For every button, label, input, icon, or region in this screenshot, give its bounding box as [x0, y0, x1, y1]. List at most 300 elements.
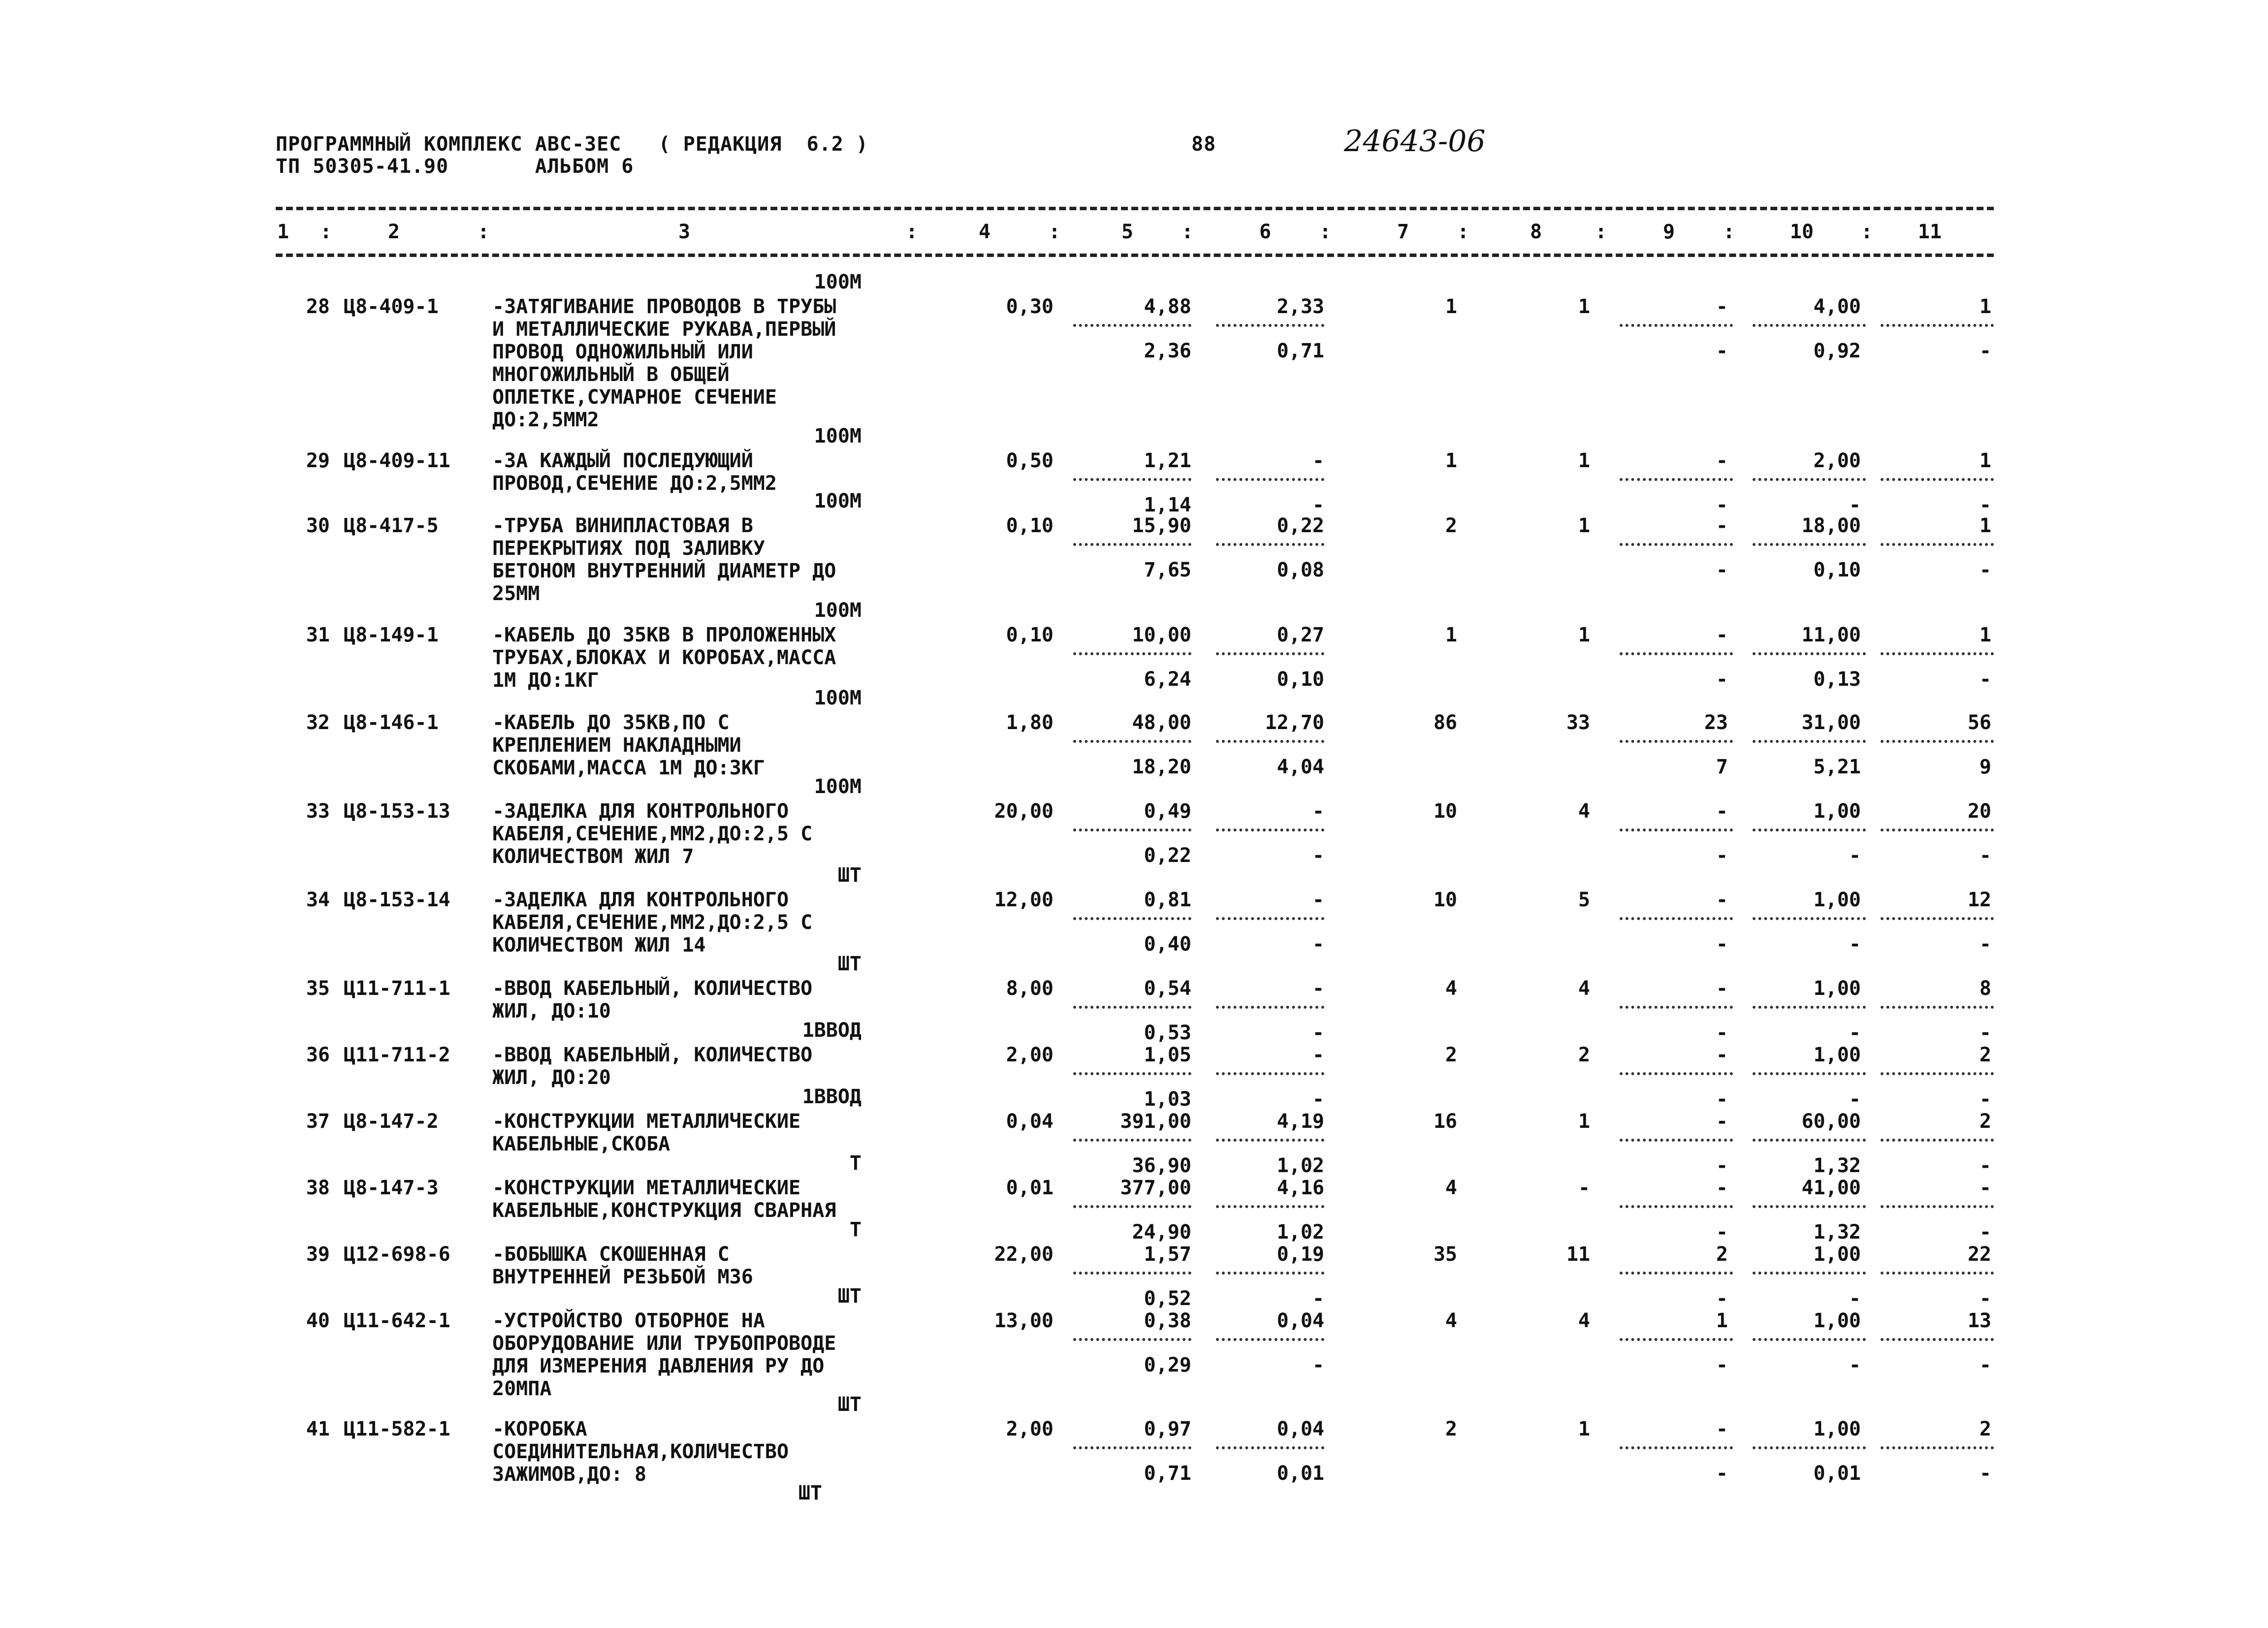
value-c10-secondary: 0,10 — [1813, 559, 1861, 581]
value-c5-secondary: 0,53 — [1144, 1021, 1191, 1044]
value-c9: 23 — [1704, 711, 1728, 734]
value-c4: 2,00 — [1006, 1044, 1054, 1066]
value-c5: 15,90 — [1132, 514, 1191, 537]
value-c7: 4 — [1445, 977, 1457, 1000]
divider-line — [1073, 1006, 1191, 1009]
divider-line — [1073, 543, 1191, 546]
column-header-5: 5 — [1121, 221, 1134, 243]
divider-line — [1216, 1072, 1324, 1075]
divider-line — [1620, 324, 1733, 327]
description-line: КОЛИЧЕСТВОМ ЖИЛ 14 — [492, 934, 706, 957]
value-c4: 0,10 — [1006, 514, 1054, 537]
value-c4: 22,00 — [994, 1243, 1054, 1266]
description-line: СКОБАМИ,МАССА 1М ДО:3КГ — [492, 757, 765, 779]
value-c7: 86 — [1433, 711, 1457, 734]
value-c5: 10,00 — [1132, 624, 1191, 646]
divider-line — [1753, 1446, 1866, 1449]
rate-code: Ц8-149-1 — [344, 624, 439, 646]
value-c6: - — [1312, 977, 1324, 1000]
value-c11: 2 — [1979, 1418, 1991, 1440]
unit-label: 100М — [814, 271, 862, 293]
value-c6-secondary: - — [1312, 1287, 1324, 1310]
row-number: 32 — [306, 711, 330, 734]
description-line: КАБЕЛЯ,СЕЧЕНИЕ,ММ2,ДО:2,5 С — [492, 823, 813, 845]
value-c8: 4 — [1578, 977, 1590, 1000]
divider-line — [1753, 740, 1866, 743]
divider-line — [1881, 829, 1994, 831]
divider-line — [1216, 478, 1324, 481]
value-c11: 8 — [1979, 977, 1991, 1000]
column-separator: : — [906, 221, 918, 243]
value-c5: 48,00 — [1132, 711, 1191, 734]
column-separator: : — [1595, 221, 1607, 243]
divider-line — [1753, 1139, 1866, 1142]
unit-label: ШТ — [837, 864, 862, 887]
unit-label: ШТ — [837, 1393, 862, 1416]
value-c6: 0,19 — [1277, 1243, 1324, 1266]
value-c4: 13,00 — [994, 1309, 1054, 1332]
value-c5: 1,05 — [1144, 1044, 1191, 1066]
value-c10-secondary: - — [1849, 1287, 1861, 1310]
description-line: 20МПА — [492, 1377, 552, 1400]
value-c10: 1,00 — [1813, 1243, 1861, 1266]
value-c6: 4,16 — [1277, 1177, 1324, 1199]
rate-code: Ц11-582-1 — [344, 1418, 450, 1440]
divider-line — [1620, 478, 1733, 481]
value-c7: 16 — [1433, 1110, 1457, 1133]
value-c5: 0,97 — [1144, 1418, 1191, 1440]
value-c6-secondary: 4,04 — [1277, 756, 1324, 778]
value-c5: 391,00 — [1120, 1110, 1191, 1133]
page-number: 88 — [1191, 133, 1216, 156]
column-separator: : — [478, 221, 490, 243]
value-c4: 2,00 — [1006, 1418, 1054, 1440]
value-c11-secondary: - — [1979, 1354, 1991, 1376]
row-number: 34 — [306, 889, 330, 911]
value-c11-secondary: - — [1979, 494, 1991, 516]
value-c5-secondary: 24,90 — [1132, 1221, 1191, 1244]
description-line: ПРОВОД,СЕЧЕНИЕ ДО:2,5ММ2 — [492, 472, 777, 495]
value-c5-secondary: 18,20 — [1132, 756, 1191, 778]
description-line: ТРУБАХ,БЛОКАХ И КОРОБАХ,МАССА — [492, 646, 836, 669]
value-c11: 20 — [1967, 800, 1991, 823]
unit-label: ШТ — [798, 1482, 822, 1504]
value-c6: 0,27 — [1277, 624, 1324, 646]
description-line: КАБЕЛЬНЫЕ,СКОБА — [492, 1133, 671, 1155]
divider-line — [1753, 829, 1866, 831]
value-c5-secondary: 0,22 — [1144, 844, 1191, 867]
unit-label: Т — [849, 1152, 862, 1175]
column-header-8: 8 — [1530, 221, 1542, 243]
unit-label: ШТ — [837, 953, 862, 975]
value-c11: 12 — [1967, 889, 1991, 911]
value-c8: - — [1578, 1177, 1590, 1199]
value-c9-secondary: - — [1716, 340, 1728, 362]
value-c8: 1 — [1578, 514, 1590, 537]
divider-line — [1073, 829, 1191, 831]
value-c9: - — [1716, 889, 1728, 911]
value-c8: 11 — [1566, 1243, 1590, 1266]
value-c8: 1 — [1578, 1418, 1590, 1440]
divider-line — [1073, 740, 1191, 743]
column-header-1: 1 — [277, 221, 289, 243]
value-c6-secondary: 0,01 — [1277, 1462, 1324, 1485]
divider-line — [1216, 1139, 1324, 1142]
description-line: -ТРУБА ВИНИПЛАСТОВАЯ В — [492, 514, 753, 537]
description-line: КАБЕЛЯ,СЕЧЕНИЕ,ММ2,ДО:2,5 С — [492, 911, 813, 934]
divider-line — [1620, 652, 1733, 655]
value-c4: 0,01 — [1006, 1177, 1054, 1199]
column-separator: : — [1049, 221, 1061, 243]
value-c5: 377,00 — [1120, 1177, 1191, 1199]
value-c8: 4 — [1578, 1309, 1590, 1332]
divider-line — [1881, 917, 1994, 920]
divider-line — [1216, 1272, 1324, 1275]
divider-line — [1753, 917, 1866, 920]
description-line: -ВВОД КАБЕЛЬНЫЙ, КОЛИЧЕСТВО — [492, 1044, 813, 1066]
value-c9: 1 — [1716, 1309, 1728, 1332]
divider-line — [1073, 1272, 1191, 1275]
value-c11: 56 — [1967, 711, 1991, 734]
divider-line — [1073, 1338, 1191, 1341]
value-c5: 1,57 — [1144, 1243, 1191, 1266]
divider-line — [1620, 1338, 1733, 1341]
description-line: СОЕДИНИТЕЛЬНАЯ,КОЛИЧЕСТВО — [492, 1440, 789, 1463]
rate-code: Ц8-147-3 — [344, 1177, 439, 1199]
description-line: ДО:2,5ММ2 — [492, 409, 599, 431]
unit-label: Т — [849, 1218, 862, 1241]
value-c10-secondary: 1,32 — [1813, 1154, 1861, 1177]
description-line: ЖИЛ, ДО:10 — [492, 1000, 611, 1022]
description-line: ПРОВОД ОДНОЖИЛЬНЫЙ ИЛИ — [492, 341, 753, 363]
divider-line — [1881, 1006, 1994, 1009]
value-c5: 0,81 — [1144, 889, 1191, 911]
value-c11: 2 — [1979, 1110, 1991, 1133]
value-c6: 0,22 — [1277, 514, 1324, 537]
value-c9: - — [1716, 295, 1728, 318]
value-c9-secondary: - — [1716, 1221, 1728, 1244]
description-line: ОПЛЕТКЕ,СУМАРНОЕ СЕЧЕНИЕ — [492, 386, 777, 409]
description-line: ОБОРУДОВАНИЕ ИЛИ ТРУБОПРОВОДЕ — [492, 1332, 836, 1355]
divider-line — [1620, 1205, 1733, 1208]
description-line: МНОГОЖИЛЬНЫЙ В ОБЩЕЙ — [492, 363, 730, 386]
value-c9: - — [1716, 1418, 1728, 1440]
column-separator: : — [1319, 221, 1332, 243]
row-number: 40 — [306, 1309, 330, 1332]
value-c10: 41,00 — [1801, 1177, 1861, 1199]
column-separator: : — [1861, 221, 1873, 243]
row-number: 35 — [306, 977, 330, 1000]
value-c9: - — [1716, 1177, 1728, 1199]
divider-line — [1620, 740, 1733, 743]
row-number: 41 — [306, 1418, 330, 1440]
value-c11-secondary: - — [1979, 1154, 1991, 1177]
value-c9-secondary: - — [1716, 1354, 1728, 1376]
value-c5: 0,38 — [1144, 1309, 1191, 1332]
column-separator: : — [1723, 221, 1735, 243]
value-c10: 11,00 — [1801, 624, 1861, 646]
divider-line — [1216, 829, 1324, 831]
value-c7: 1 — [1445, 295, 1457, 318]
value-c10: 1,00 — [1813, 977, 1861, 1000]
description-line: КАБЕЛЬНЫЕ,КОНСТРУКЦИЯ СВАРНАЯ — [492, 1199, 836, 1222]
value-c9: - — [1716, 449, 1728, 472]
divider-line — [1753, 1006, 1866, 1009]
description-line: 1М ДО:1КГ — [492, 669, 599, 692]
value-c6-secondary: 1,02 — [1277, 1221, 1324, 1244]
value-c11: 1 — [1979, 295, 1991, 318]
unit-label: ШТ — [837, 1285, 862, 1308]
handwritten-number: 24643-06 — [1344, 124, 1486, 159]
divider-line — [1620, 829, 1733, 831]
row-number: 29 — [306, 449, 330, 472]
value-c9-secondary: - — [1716, 1154, 1728, 1177]
value-c11: 1 — [1979, 514, 1991, 537]
divider-line — [1216, 1006, 1324, 1009]
row-number: 38 — [306, 1177, 330, 1199]
album-title: ТП 50305-41.90 АЛЬБОМ 6 — [276, 155, 634, 178]
value-c10: 1,00 — [1813, 1309, 1861, 1332]
value-c11: 2 — [1979, 1044, 1991, 1066]
unit-label: 1ВВОД — [802, 1019, 862, 1042]
value-c10-secondary: - — [1849, 1354, 1861, 1376]
value-c8: 1 — [1578, 295, 1590, 318]
row-number: 33 — [306, 800, 330, 823]
divider-line — [1881, 1272, 1994, 1275]
value-c10-secondary: 0,92 — [1813, 340, 1861, 362]
value-c5-secondary: 1,14 — [1144, 494, 1191, 516]
row-number: 36 — [306, 1044, 330, 1066]
value-c8: 4 — [1578, 800, 1590, 823]
value-c5-secondary: 0,29 — [1144, 1354, 1191, 1376]
divider-line — [1881, 1446, 1994, 1449]
unit-label: 100М — [814, 687, 862, 709]
column-header-2: 2 — [387, 221, 400, 243]
divider-line — [1073, 1139, 1191, 1142]
divider-line — [1881, 478, 1994, 481]
value-c9-secondary: - — [1716, 1088, 1728, 1111]
divider-line — [1620, 1272, 1733, 1275]
value-c7: 4 — [1445, 1177, 1457, 1199]
value-c10: 1,00 — [1813, 1044, 1861, 1066]
value-c11-secondary: - — [1979, 1021, 1991, 1044]
value-c9-secondary: - — [1716, 559, 1728, 581]
value-c6-secondary: 1,02 — [1277, 1154, 1324, 1177]
description-line: -КОРОБКА — [492, 1418, 587, 1440]
rate-code: Ц11-711-2 — [344, 1044, 450, 1066]
value-c6: 12,70 — [1265, 711, 1324, 734]
column-header-11: 11 — [1917, 221, 1942, 243]
value-c7: 1 — [1445, 624, 1457, 646]
value-c11-secondary: - — [1979, 340, 1991, 362]
divider-line — [1073, 917, 1191, 920]
value-c9: - — [1716, 977, 1728, 1000]
divider-line — [1073, 1205, 1191, 1208]
divider-line — [1753, 1205, 1866, 1208]
divider-line — [1073, 478, 1191, 481]
value-c7: 10 — [1433, 800, 1457, 823]
description-line: -ЗАТЯГИВАНИЕ ПРОВОДОВ В ТРУБЫ — [492, 295, 836, 318]
value-c6: 4,19 — [1277, 1110, 1324, 1133]
value-c6-secondary: - — [1312, 1021, 1324, 1044]
value-c5-secondary: 1,03 — [1144, 1088, 1191, 1111]
divider-line — [1620, 1446, 1733, 1449]
divider-line — [1881, 1072, 1994, 1075]
divider-line — [1881, 652, 1994, 655]
column-separator: : — [320, 221, 332, 243]
description-line: -ЗАДЕЛКА ДЛЯ КОНТРОЛЬНОГО — [492, 800, 789, 823]
value-c7: 2 — [1445, 1418, 1457, 1440]
divider-line — [1753, 478, 1866, 481]
row-number: 37 — [306, 1110, 330, 1133]
column-header-3: 3 — [678, 221, 691, 243]
description-line: -ЗАДЕЛКА ДЛЯ КОНТРОЛЬНОГО — [492, 889, 789, 911]
divider-line — [1216, 917, 1324, 920]
value-c10: 4,00 — [1813, 295, 1861, 318]
value-c4: 0,04 — [1006, 1110, 1054, 1133]
unit-label: 100М — [814, 490, 862, 512]
value-c9-secondary: - — [1716, 668, 1728, 691]
divider-line — [1073, 1072, 1191, 1075]
divider-line — [1216, 740, 1324, 743]
value-c6-secondary: - — [1312, 844, 1324, 867]
divider-line — [1753, 1072, 1866, 1075]
rate-code: Ц8-146-1 — [344, 711, 439, 734]
value-c9-secondary: 7 — [1716, 756, 1728, 778]
unit-label: 100М — [814, 599, 862, 622]
value-c9-secondary: - — [1716, 1462, 1728, 1485]
divider-line — [1216, 543, 1324, 546]
value-c6: - — [1312, 889, 1324, 911]
value-c10-secondary: 0,13 — [1813, 668, 1861, 691]
value-c5-secondary: 0,52 — [1144, 1287, 1191, 1310]
value-c6-secondary: 0,71 — [1277, 340, 1324, 362]
row-number: 39 — [306, 1243, 330, 1266]
value-c5-secondary: 0,71 — [1144, 1462, 1191, 1485]
value-c9-secondary: - — [1716, 1021, 1728, 1044]
value-c11-secondary: - — [1979, 1462, 1991, 1485]
value-c5-secondary: 7,65 — [1144, 559, 1191, 581]
divider-line — [1881, 1139, 1994, 1142]
value-c10: 1,00 — [1813, 889, 1861, 911]
value-c9: - — [1716, 1044, 1728, 1066]
row-number: 30 — [306, 514, 330, 537]
value-c6-secondary: - — [1312, 933, 1324, 956]
description-line: -БОБЫШКА СКОШЕННАЯ С — [492, 1243, 730, 1266]
divider-line — [1881, 740, 1994, 743]
divider-line — [1881, 324, 1994, 327]
divider-line — [1620, 543, 1733, 546]
description-line: 25ММ — [492, 582, 540, 605]
column-header-4: 4 — [978, 221, 991, 243]
value-c11-secondary: 9 — [1979, 756, 1991, 778]
divider-line — [1216, 652, 1324, 655]
divider-line — [1753, 1338, 1866, 1341]
value-c11-secondary: - — [1979, 844, 1991, 867]
value-c11: 13 — [1967, 1309, 1991, 1332]
column-header-10: 10 — [1789, 221, 1814, 243]
value-c7: 2 — [1445, 1044, 1457, 1066]
divider-line — [1073, 1446, 1191, 1449]
value-c7: 4 — [1445, 1309, 1457, 1332]
divider-line — [1073, 324, 1191, 327]
value-c10-secondary: - — [1849, 1088, 1861, 1111]
value-c5: 0,49 — [1144, 800, 1191, 823]
value-c11-secondary: - — [1979, 1088, 1991, 1111]
description-line: КРЕПЛЕНИЕМ НАКЛАДНЫМИ — [492, 734, 741, 757]
column-header-7: 7 — [1397, 221, 1409, 243]
rate-code: Ц12-698-6 — [344, 1243, 450, 1266]
divider-line — [1216, 1205, 1324, 1208]
value-c8: 1 — [1578, 449, 1590, 472]
description-line: -ЗА КАЖДЫЙ ПОСЛЕДУЮЩИЙ — [492, 449, 753, 472]
value-c10-secondary: - — [1849, 494, 1861, 516]
value-c9: - — [1716, 514, 1728, 537]
value-c6-secondary: - — [1312, 494, 1324, 516]
description-line: ВНУТРЕННЕЙ РЕЗЬБОЙ М36 — [492, 1266, 753, 1288]
rate-code: Ц8-147-2 — [344, 1110, 439, 1133]
description-line: ЖИЛ, ДО:20 — [492, 1066, 611, 1089]
row-number: 28 — [306, 295, 330, 318]
value-c9: - — [1716, 800, 1728, 823]
divider-line — [1620, 917, 1733, 920]
value-c7: 10 — [1433, 889, 1457, 911]
value-c10-secondary: - — [1849, 1021, 1861, 1044]
value-c6: 2,33 — [1277, 295, 1324, 318]
value-c5-secondary: 2,36 — [1144, 340, 1191, 362]
description-line: -КАБЕЛЬ ДО 35КВ,ПО С — [492, 711, 730, 734]
value-c5: 4,88 — [1144, 295, 1191, 318]
value-c6: - — [1312, 800, 1324, 823]
value-c5: 1,21 — [1144, 449, 1191, 472]
value-c10-secondary: 1,32 — [1813, 1221, 1861, 1244]
value-c10-secondary: 5,21 — [1813, 756, 1861, 778]
value-c11: - — [1979, 1177, 1991, 1199]
value-c7: 1 — [1445, 449, 1457, 472]
value-c5-secondary: 6,24 — [1144, 668, 1191, 691]
description-line: КОЛИЧЕСТВОМ ЖИЛ 7 — [492, 845, 694, 868]
value-c10: 31,00 — [1801, 711, 1861, 734]
value-c11-secondary: - — [1979, 1221, 1991, 1244]
unit-label: 100М — [814, 775, 862, 798]
rate-code: Ц11-642-1 — [344, 1309, 450, 1332]
column-header-6: 6 — [1259, 221, 1272, 243]
top-rule — [276, 207, 1994, 210]
value-c11-secondary: - — [1979, 668, 1991, 691]
value-c4: 20,00 — [994, 800, 1054, 823]
value-c10-secondary: - — [1849, 844, 1861, 867]
description-line: И МЕТАЛЛИЧЕСКИЕ РУКАВА,ПЕРВЫЙ — [492, 318, 836, 341]
rate-code: Ц8-153-13 — [344, 800, 450, 823]
rate-code: Ц8-409-1 — [344, 295, 439, 318]
divider-line — [1881, 1205, 1994, 1208]
divider-line — [1753, 324, 1866, 327]
value-c11-secondary: - — [1979, 933, 1991, 956]
value-c8: 2 — [1578, 1044, 1590, 1066]
value-c10: 2,00 — [1813, 449, 1861, 472]
value-c6: - — [1312, 449, 1324, 472]
value-c9: 2 — [1716, 1243, 1728, 1266]
divider-line — [1881, 1338, 1994, 1341]
value-c8: 1 — [1578, 624, 1590, 646]
value-c10-secondary: 0,01 — [1813, 1462, 1861, 1485]
value-c4: 12,00 — [994, 889, 1054, 911]
divider-line — [1753, 652, 1866, 655]
value-c10-secondary: - — [1849, 933, 1861, 956]
value-c4: 0,50 — [1006, 449, 1054, 472]
value-c7: 35 — [1433, 1243, 1457, 1266]
divider-line — [1073, 652, 1191, 655]
